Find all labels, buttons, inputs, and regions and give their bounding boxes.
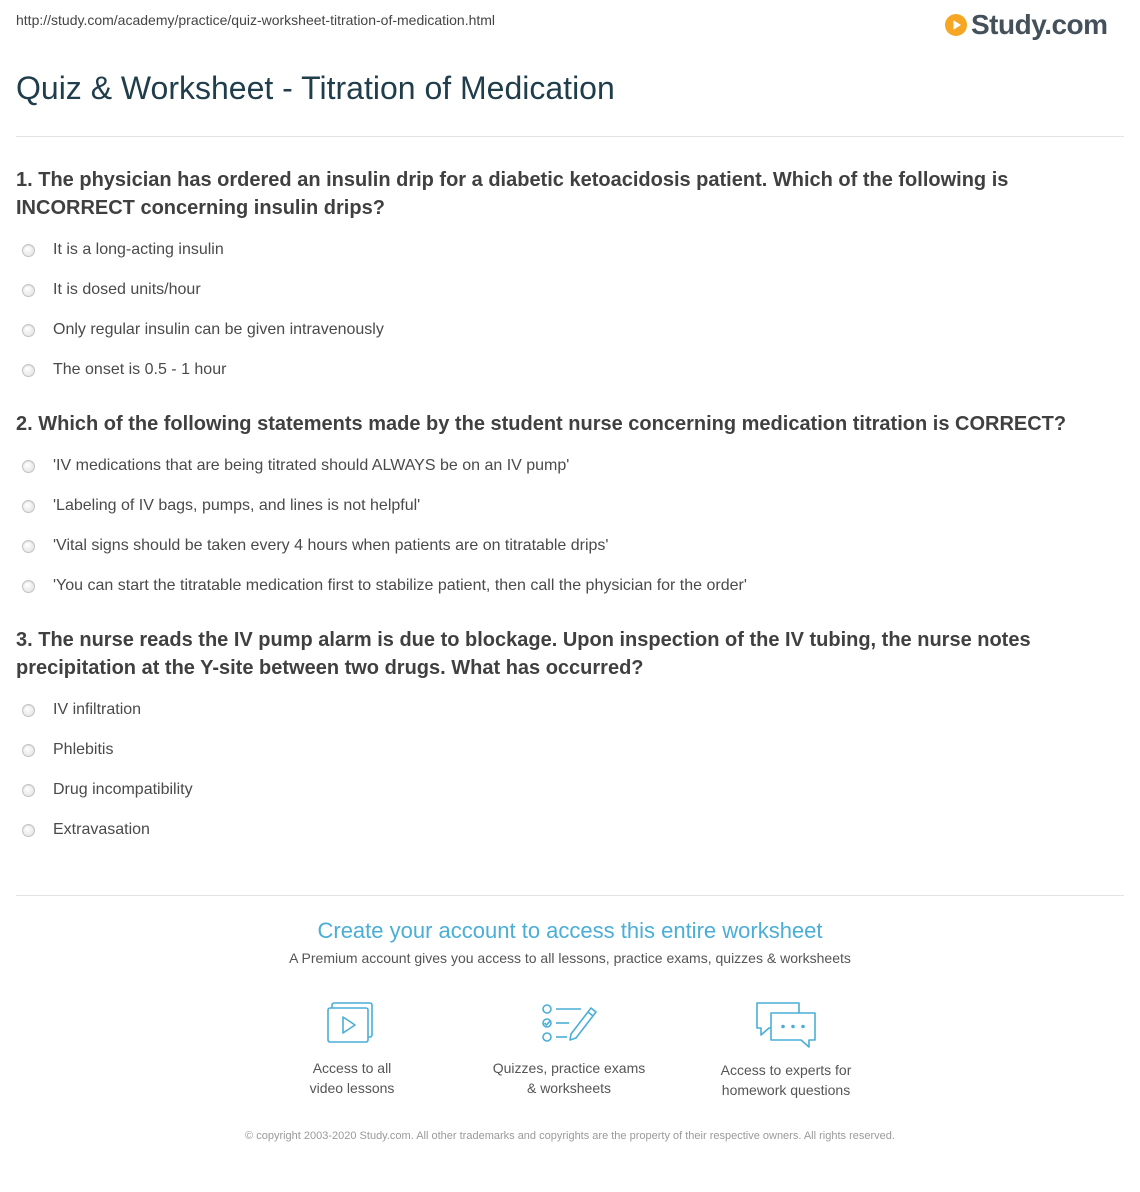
feature-label-line: video lessons (309, 1080, 395, 1096)
promo-subtext: A Premium account gives you access to all lessons, practice exams, quizzes & worksheets (289, 950, 851, 966)
answer-label: Phlebitis (53, 741, 114, 758)
radio-button[interactable] (22, 744, 35, 757)
radio-button[interactable] (22, 824, 35, 837)
feature-label-line: & worksheets (526, 1080, 612, 1096)
question-3 (16, 626, 1116, 850)
answer-label: Only regular insulin can be given intravenously (53, 321, 384, 338)
create-account-link[interactable]: Create your account to access this entire worksheet (317, 918, 823, 943)
radio-button[interactable] (22, 244, 35, 257)
radio-button[interactable] (22, 580, 35, 593)
answer-label: It is a long-acting insulin (53, 241, 224, 258)
page-url: http://study.com/academy/practice/quiz-worksheet-titration-of-medication.html (16, 12, 496, 28)
radio-button[interactable] (22, 324, 35, 337)
answer-list (16, 230, 1116, 390)
question-text: 1. The physician has ordered an insulin drip for a diabetic ketoacidosis patient. Which of the following is INCORRECT concerning insulin drips? (16, 169, 1009, 219)
divider (16, 895, 1124, 896)
answer-option[interactable] (16, 486, 1116, 526)
radio-button[interactable] (22, 784, 35, 797)
feature-label-line: Quizzes, practice exams (492, 1060, 646, 1076)
answer-list (16, 690, 1116, 850)
feature-label (686, 1060, 886, 1100)
answer-label: It is dosed units/hour (53, 281, 201, 298)
play-circle-icon (944, 13, 968, 37)
answer-label: 'You can start the titratable medication first to stabilize patient, then call the physician for the order' (53, 577, 747, 594)
quiz-checklist-icon (539, 1000, 599, 1048)
feature-video-lessons (252, 1000, 452, 1098)
feature-quizzes (469, 1000, 669, 1098)
study-logo[interactable] (944, 8, 1108, 42)
radio-button[interactable] (22, 460, 35, 473)
answer-option[interactable] (16, 690, 1116, 730)
answer-option[interactable] (16, 230, 1116, 270)
answer-label: 'Vital signs should be taken every 4 hours when patients are on titratable drips' (53, 537, 609, 554)
answer-label: The onset is 0.5 - 1 hour (53, 361, 227, 378)
question-1 (16, 166, 1116, 390)
feature-label-line: Access to experts for (720, 1062, 852, 1078)
logo-text: Study.com (971, 9, 1108, 40)
answer-option[interactable] (16, 310, 1116, 350)
answer-option[interactable] (16, 270, 1116, 310)
answer-option[interactable] (16, 446, 1116, 486)
answer-label: Drug incompatibility (53, 781, 193, 798)
feature-label (469, 1058, 669, 1098)
radio-button[interactable] (22, 364, 35, 377)
feature-label-line: Access to all (312, 1060, 392, 1076)
premium-promo (0, 916, 1140, 966)
answer-label: Extravasation (53, 821, 150, 838)
feature-experts (686, 1000, 886, 1100)
radio-button[interactable] (22, 704, 35, 717)
radio-button[interactable] (22, 540, 35, 553)
answer-label: 'IV medications that are being titrated should ALWAYS be on an IV pump' (53, 457, 570, 474)
question-text: 3. The nurse reads the IV pump alarm is due to blockage. Upon inspection of the IV tubing, the nurse notes precipitation at the Y-site between two drugs. What has occurred? (16, 629, 1031, 679)
answer-label: 'Labeling of IV bags, pumps, and lines is not helpful' (53, 497, 421, 514)
top-bar (0, 0, 1140, 50)
answer-option[interactable] (16, 730, 1116, 770)
answer-option[interactable] (16, 810, 1116, 850)
answer-option[interactable] (16, 350, 1116, 390)
answer-label: IV infiltration (53, 701, 142, 718)
radio-button[interactable] (22, 500, 35, 513)
copyright-notice: © copyright 2003-2020 Study.com. All other trademarks and copyrights are the property of their respective owners. All rights reserved. (245, 1130, 895, 1142)
divider (16, 136, 1124, 137)
question-list (16, 166, 1116, 870)
video-lessons-icon (324, 1000, 380, 1048)
feature-label-line: homework questions (721, 1082, 851, 1098)
page-title: Quiz & Worksheet - Titration of Medication (16, 70, 615, 106)
radio-button[interactable] (22, 284, 35, 297)
answer-list (16, 446, 1116, 606)
answer-option[interactable] (16, 566, 1116, 606)
question-text: 2. Which of the following statements made by the student nurse concerning medication titration is CORRECT? (16, 413, 1067, 435)
answer-option[interactable] (16, 526, 1116, 566)
answer-option[interactable] (16, 770, 1116, 810)
question-2 (16, 410, 1116, 606)
chat-bubbles-icon (753, 1000, 819, 1050)
feature-label (252, 1058, 452, 1098)
